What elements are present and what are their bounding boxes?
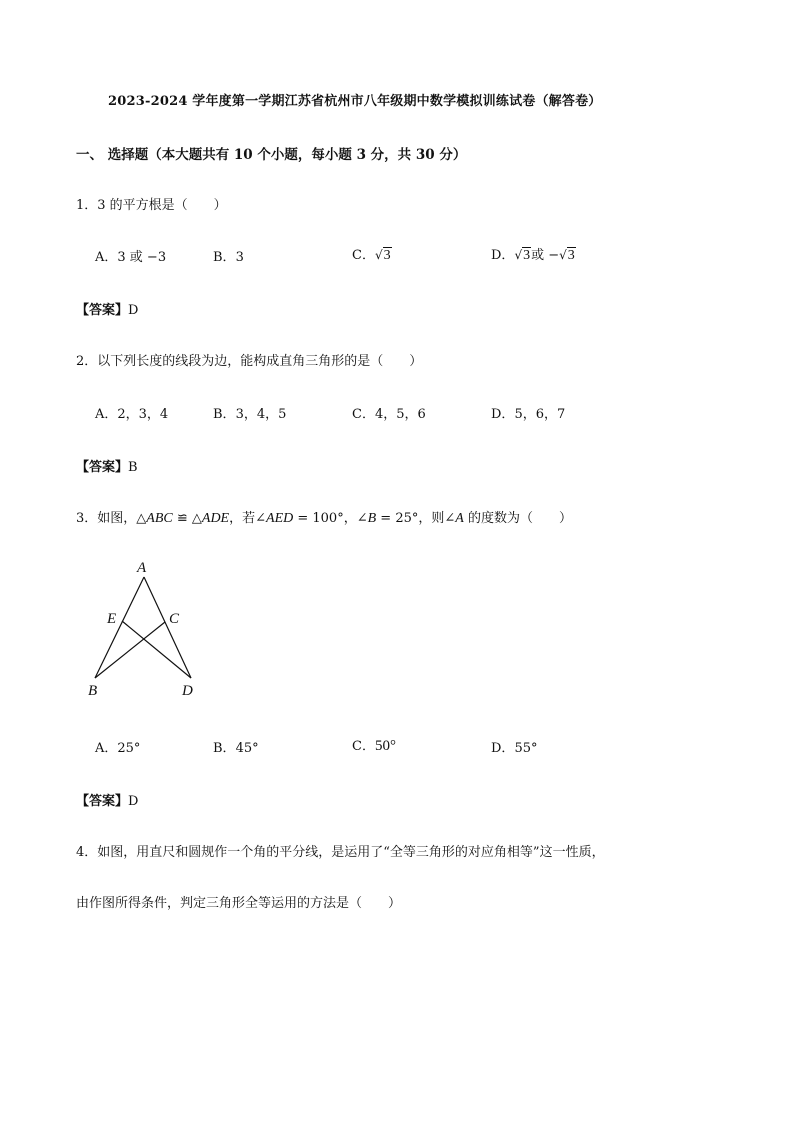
option-label: C．: [352, 739, 375, 754]
option-label: C．: [352, 407, 375, 422]
option-label: B．: [213, 741, 236, 756]
option-label: D．: [491, 248, 515, 263]
question-1-stem: 1．3 的平方根是（ ）: [76, 198, 227, 213]
radicand: 3: [567, 248, 575, 263]
angle-name: B: [367, 511, 377, 526]
question-4-stem-line-1: 4．如图，用直尺和圆规作一个角的平分线，是运用了“全等三角形的对应角相等”这一性质，: [76, 845, 605, 860]
stem-text: 的度数为（ ）: [463, 511, 572, 526]
radicand: 3: [523, 248, 531, 263]
option-text: 或 −: [531, 248, 560, 263]
vertex-label-b: B: [88, 683, 98, 699]
segment-bc: [95, 622, 165, 678]
option-text: 3，4，5: [235, 407, 287, 422]
stem-text: = 25°，则∠: [376, 511, 456, 526]
triangle-figure: [80, 556, 210, 704]
question-4-stem-line-2: 由作图所得条件，判定三角形全等运用的方法是（ ）: [76, 896, 402, 911]
option-d: [491, 737, 537, 756]
option-b: [213, 246, 244, 265]
option-text: 4，5，6: [374, 407, 426, 422]
stem-text: ，若∠: [229, 511, 267, 526]
triangle-name: ABC: [146, 511, 173, 526]
vertex-label-a: A: [137, 560, 147, 576]
stem-text: = 100°，∠: [293, 511, 368, 526]
option-a: [95, 737, 140, 756]
option-c: [352, 735, 396, 755]
segment-ab: [95, 577, 144, 678]
vertex-label-e: E: [107, 611, 117, 627]
triangle-name: ADE: [201, 511, 230, 526]
option-b: [213, 737, 259, 756]
sqrt-expression: [559, 248, 576, 264]
option-text: 45°: [235, 741, 259, 756]
vertex-label-d: D: [182, 683, 193, 699]
sqrt-expression: [375, 248, 392, 264]
answer-prefix: 【答案】: [76, 794, 129, 809]
option-text: 5，6，7: [514, 407, 566, 422]
option-text: 25°: [117, 741, 141, 756]
vertex-label-c: C: [169, 611, 180, 627]
answer-value: B: [128, 460, 138, 475]
option-label: A．: [95, 407, 118, 422]
angle-name: AED: [266, 511, 294, 526]
option-text: 3 或 −3: [117, 250, 167, 265]
option-label: D．: [491, 741, 515, 756]
question-2-answer: [76, 456, 138, 475]
option-text: 50°: [374, 738, 396, 754]
answer-prefix: 【答案】: [76, 303, 129, 318]
option-c: [352, 244, 392, 264]
radical-sign-icon: √: [514, 248, 523, 262]
section-heading: 一、 选择题（本大题共有 10 个小题，每小题 3 分，共 30 分）: [76, 147, 467, 163]
segment-ad: [144, 577, 191, 678]
question-3-stem: [76, 507, 572, 527]
option-a: [95, 403, 168, 422]
angle-name: A: [455, 511, 464, 526]
option-b: [213, 403, 286, 422]
option-label: A．: [95, 250, 118, 265]
answer-value: D: [128, 794, 139, 809]
option-text: 55°: [514, 741, 538, 756]
option-label: D．: [491, 407, 515, 422]
option-d: [491, 244, 576, 264]
answer-prefix: 【答案】: [76, 460, 129, 475]
document-title: 2023-2024 学年度第一学期江苏省杭州市八年级期中数学模拟训练试卷（解答卷）: [108, 94, 602, 109]
question-2-stem: 2．以下列长度的线段为边，能构成直角三角形的是（ ）: [76, 354, 423, 369]
option-d: [491, 403, 565, 422]
option-label: A．: [95, 741, 118, 756]
radical-sign-icon: √: [374, 248, 383, 262]
option-a: [95, 246, 166, 265]
option-label: B．: [213, 250, 236, 265]
option-text: 3: [235, 250, 244, 265]
option-label: B．: [213, 407, 236, 422]
radical-sign-icon: √: [559, 248, 567, 262]
sqrt-expression: [514, 248, 531, 264]
question-3-answer: [76, 790, 138, 809]
question-1-answer: [76, 299, 138, 318]
stem-text: 3．如图，△: [76, 511, 147, 526]
option-text: 2，3，4: [117, 407, 169, 422]
option-c: [352, 403, 426, 422]
answer-value: D: [128, 303, 139, 318]
option-label: C．: [352, 248, 375, 263]
radicand: 3: [383, 248, 391, 263]
stem-text: ≌ △: [172, 511, 202, 526]
